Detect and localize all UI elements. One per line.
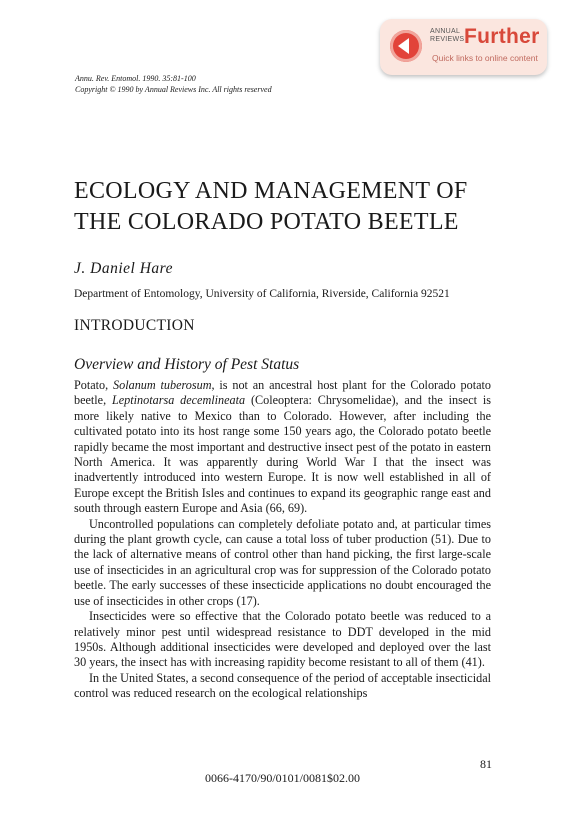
paragraph-2: Uncontrolled populations can completely defoliate potato and, at particular times during the plant growth cycle, can cause a total loss of tuber production (51). Due to the lack of alternative means of control other than hand picking, the first large-scale use of insecticides in an agricultural crop was for suppression of the Colorado potato beetle. The early successes of these insecticide applications no doubt encouraged the use of insecticides in other crops (17). (74, 516, 491, 608)
paragraph-3: Insecticides were so effective that the Colorado potato beetle was reduced to a relatively minor pest until widespread resistance to DDT developed in the mid 1950s. Although additional insecticides were developed and deployed over the last 30 years, the insect has with increasing rapidity become resistant to all of them (41). (74, 609, 491, 670)
back-arrow-icon (390, 30, 422, 62)
further-subtitle: Quick links to online content (432, 53, 538, 63)
paragraph-4: In the United States, a second consequence of the period of acceptable insecticidal control was reduced research on the ecological relationships (74, 670, 491, 701)
further-badge[interactable] (380, 19, 547, 75)
annual-reviews-logo: ANNUAL REVIEWS (430, 28, 465, 43)
article-code: 0066-4170/90/0101/0081$02.00 (205, 771, 360, 785)
further-label: Further (464, 25, 540, 48)
article-title: ECOLOGY AND MANAGEMENT OF THE COLORADO POTATO BEETLE (74, 178, 468, 235)
page-number: 81 (480, 757, 492, 771)
subsection-heading: Overview and History of Pest Status (74, 356, 300, 373)
body-text (74, 378, 491, 702)
journal-citation: Annu. Rev. Entomol. 1990. 35:81-100 Copyright © 1990 by Annual Reviews Inc. All rights reserved (75, 74, 272, 94)
paragraph-1: Potato, Solanum tuberosum, is not an ancestral host plant for the Colorado potato beetle, Leptinotarsa decemlineata (Coleoptera: Chrysomelidae), and the insect is more likely native to Mexico than to Colorado. However, after including the cultivated potato into its host range some 150 years ago, the Colorado potato beetle rapidly became the most important and destructive insect pest of the potato in eastern North America. It was apparently during World War I that the insect was inadvertently introduced into western Europe. It is now well established in all of Europe except the British Isles and continues to expand its geographic range east and south through eastern Europe and Asia (66, 69). (74, 378, 491, 516)
author-name: J. Daniel Hare (74, 260, 173, 277)
section-heading: INTRODUCTION (74, 317, 195, 334)
author-affiliation: Department of Entomology, University of California, Riverside, California 92521 (74, 288, 450, 300)
